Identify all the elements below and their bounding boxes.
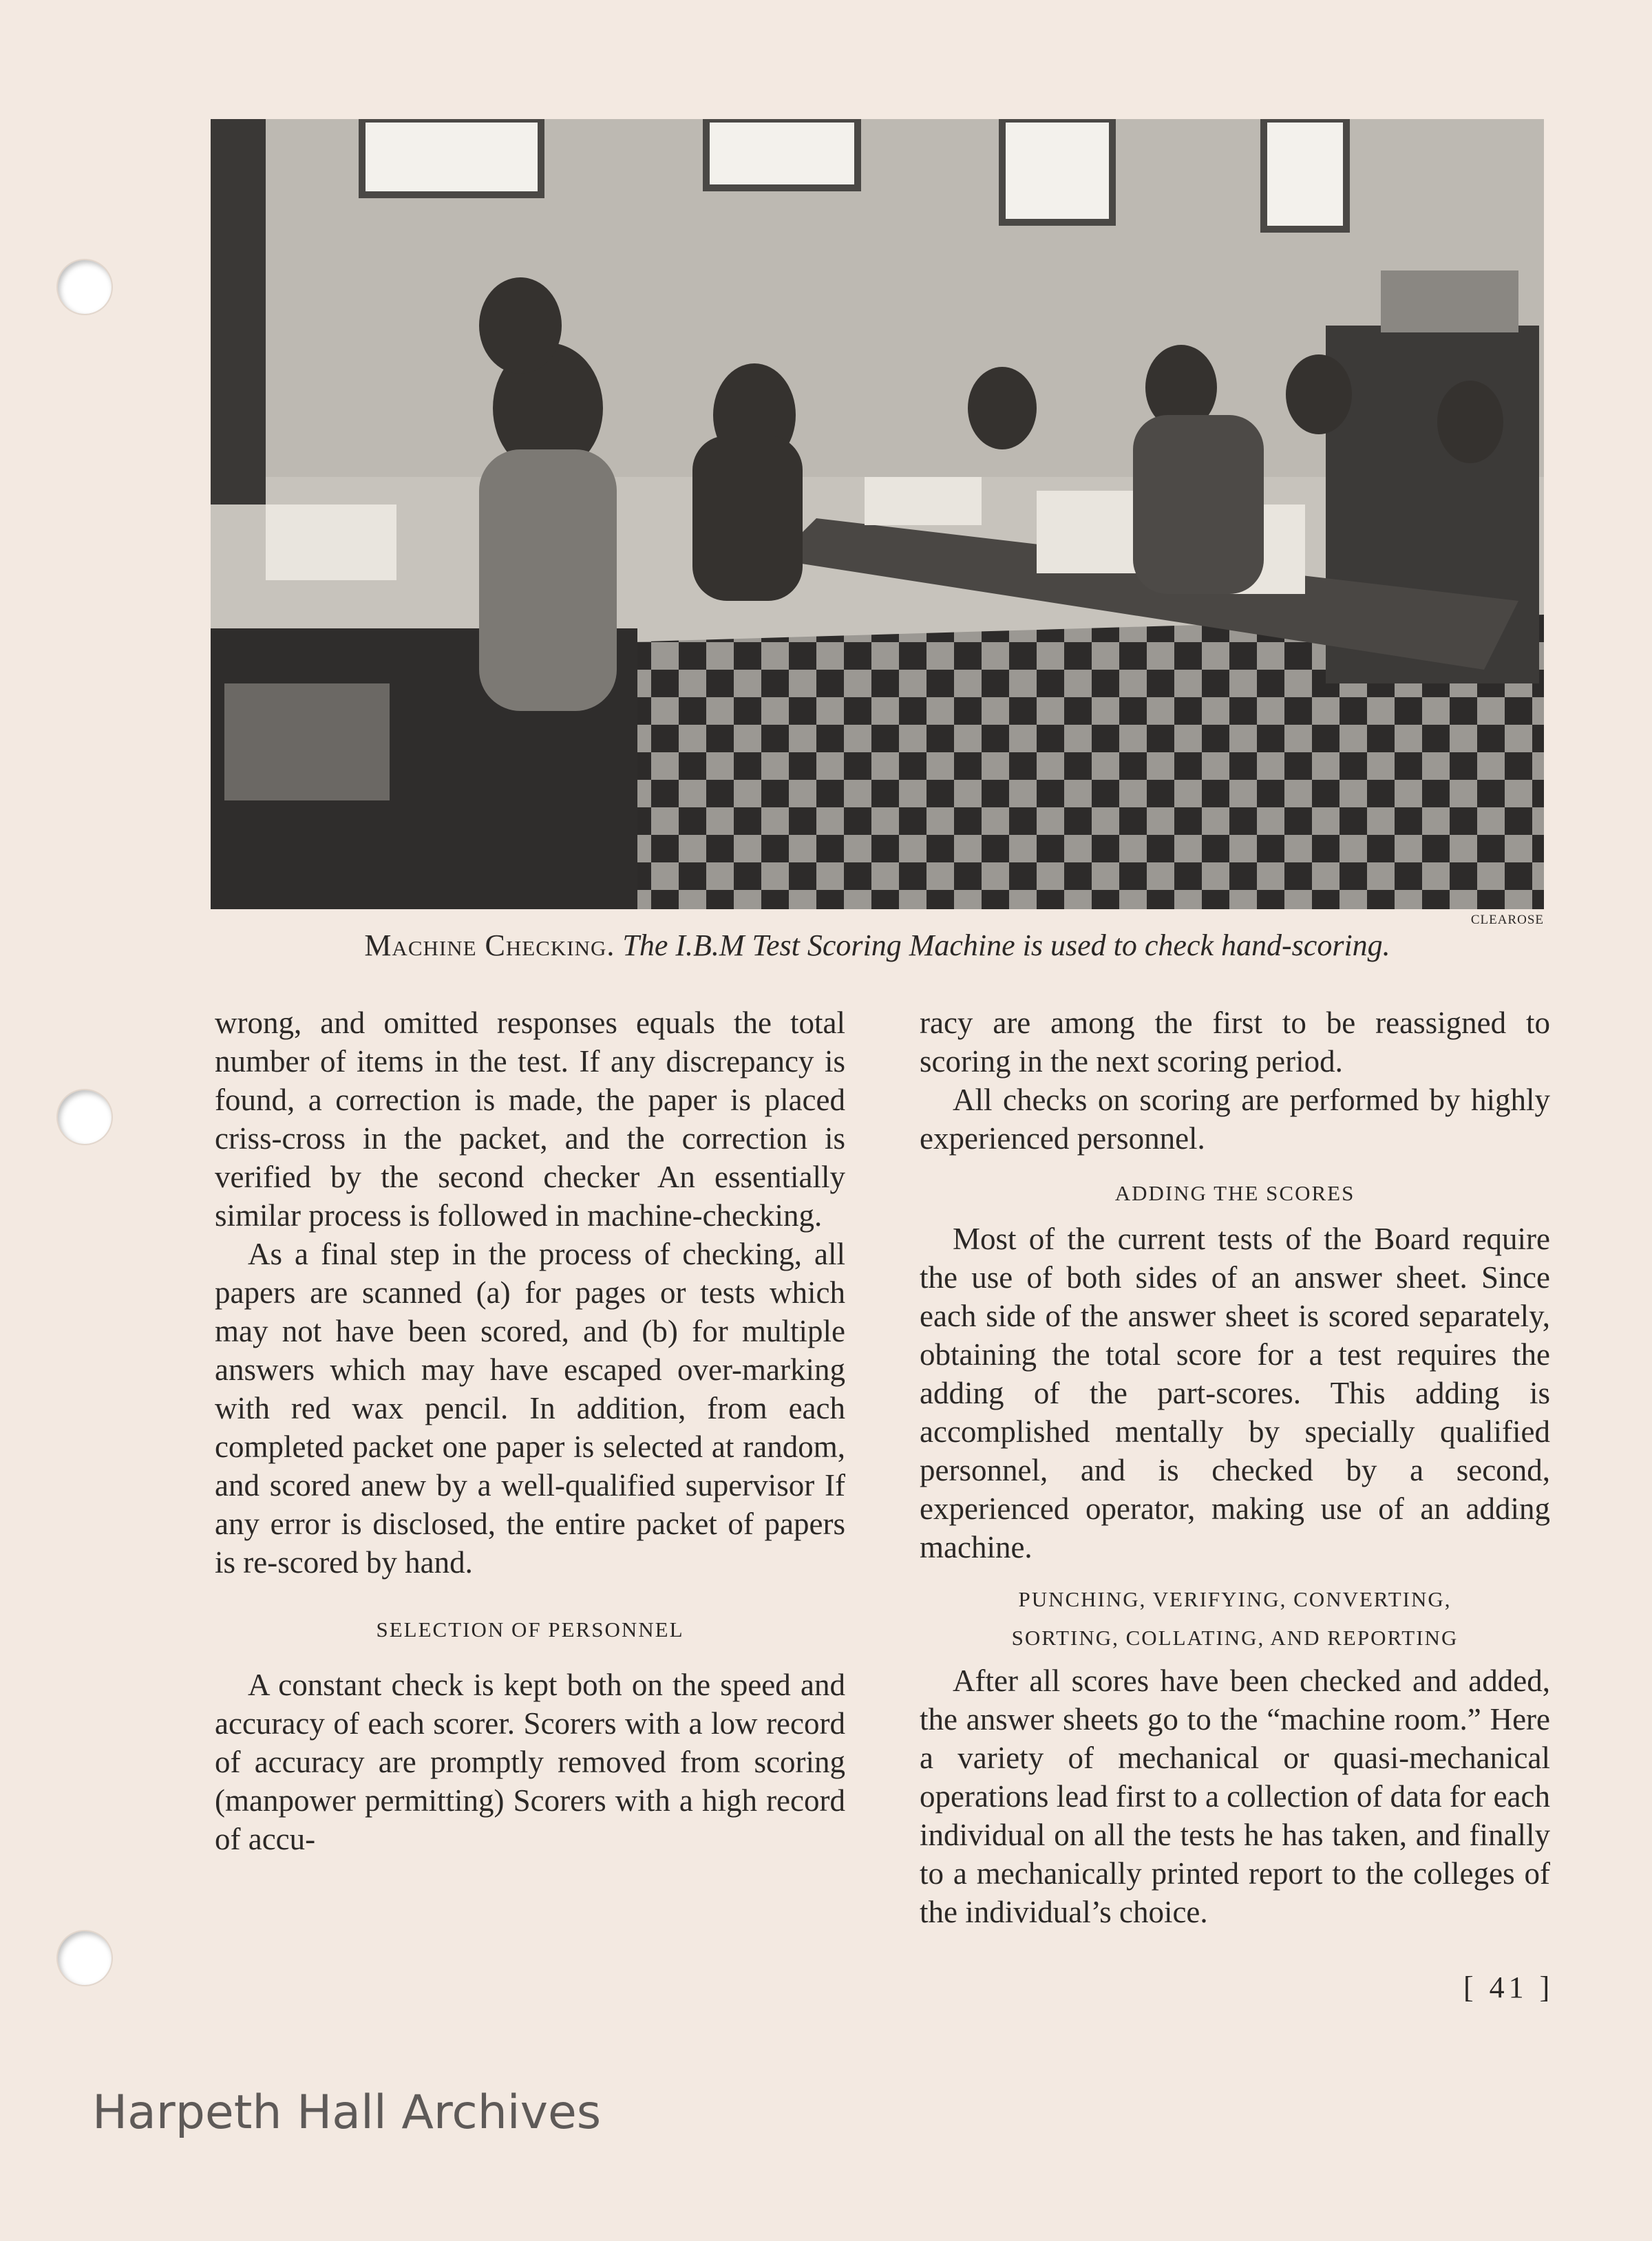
office-scoring-photo-icon: [211, 119, 1544, 909]
left-column: [215, 1003, 845, 1858]
binder-hole-middle: [58, 1090, 112, 1144]
heading-punching-verifying: [920, 1580, 1550, 1657]
photo-machine-checking: [211, 119, 1544, 909]
heading-selection-of-personnel: SELECTION OF PERSONNEL: [376, 1617, 684, 1642]
page-number: [ 41 ]: [1463, 1971, 1554, 2004]
left-paragraph-2: As a final step in the process of checking, all papers are scanned (a) for pages or tests which may not have been scored, and (b) for multiple answers which may have escaped over-marking with red wax pencil. In addition, from each completed packet one paper is selected at random, and scored anew by a well-qualified supervisor If any error is disclosed, the entire packet of papers is re-scored by hand.: [215, 1237, 845, 1580]
left-paragraph-3: A constant check is kept both on the speed and accuracy of each scorer. Scorers with a low record of accuracy are promptly removed from scoring (manpower permitting) Scorers with a high record of accu-: [215, 1668, 845, 1856]
right-paragraph-4: After all scores have been checked and added, the answer sheets go to the “machine room.” Here a variety of mechanical or quasi-mechanical operations lead first to a collection of data for each individual on all the tests he has taken, and finally to a mechanically printed report to the colleges of the individual’s choice.: [920, 1664, 1550, 1929]
binder-hole-top: [58, 260, 112, 314]
right-paragraph-1: racy are among the first to be reassigned to scoring in the next scoring period.: [920, 1006, 1550, 1079]
heading-line-2: SORTING, COLLATING, AND REPORTING: [1011, 1626, 1459, 1650]
left-paragraph-1: wrong, and omitted responses equals the total number of items in the test. If any discrepancy is found, a correction is made, the paper is placed criss-cross in the packet, and the correction is verified by the second checker An essentially similar process is followed in machine-checking.: [215, 1006, 845, 1233]
right-paragraph-3: Most of the current tests of the Board require the use of both sides of an answer sheet. Since each side of the answer sheet is scored separately, obtaining the total score for a test requires the adding of the part-scores. This adding is accomplished mentally by specially qualified personnel, and is checked by a second, experienced operator, making use of an adding machine.: [920, 1222, 1550, 1564]
right-paragraph-2: All checks on scoring are performed by highly experienced personnel.: [920, 1083, 1550, 1156]
binder-hole-bottom: [58, 1931, 112, 1985]
caption-text: The I.B.M Test Scoring Machine is used to check hand-scoring.: [622, 928, 1390, 962]
heading-adding-the-scores: ADDING THE SCORES: [1114, 1181, 1355, 1205]
archive-watermark: Harpeth Hall Archives: [92, 2085, 602, 2140]
right-column: [920, 1003, 1550, 1931]
photo-caption: [211, 928, 1544, 963]
caption-lead: Machine Checking.: [364, 928, 615, 962]
heading-line-1: PUNCHING, VERIFYING, CONVERTING,: [1018, 1587, 1452, 1611]
photo-credit: CLEAROSE: [1470, 913, 1544, 927]
